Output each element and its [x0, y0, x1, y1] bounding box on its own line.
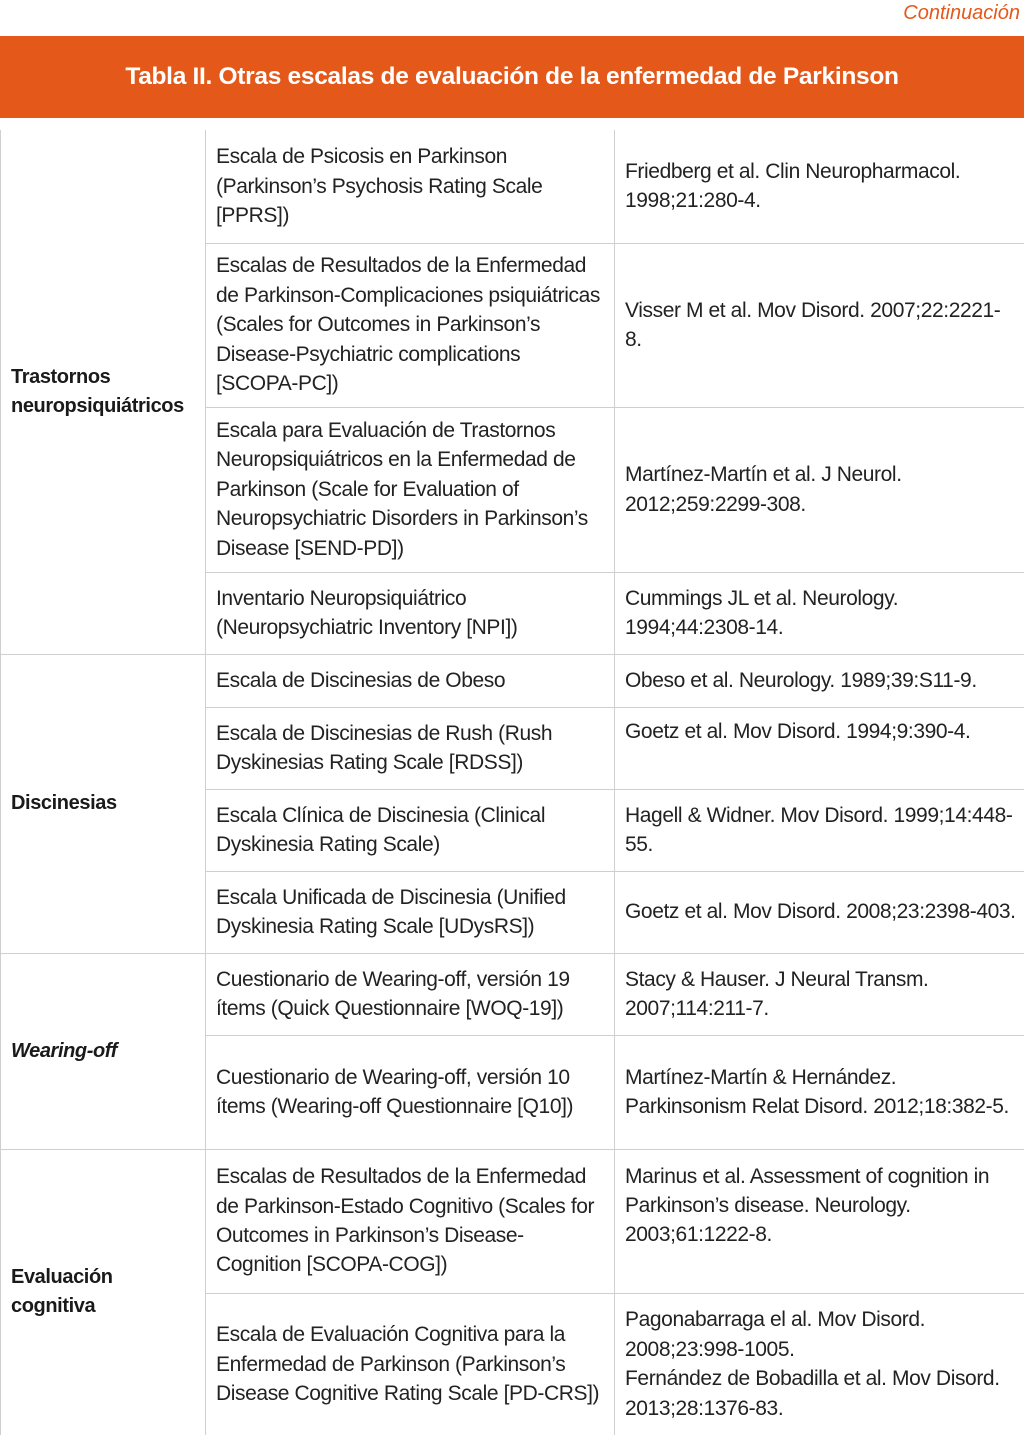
scale-name: Inventario Neuropsiquiátrico (Neuropsychiatric Inventory [NPI]) [206, 572, 615, 654]
scale-name: Escala de Evaluación Cognitiva para la Enfermedad de Parkinson (Parkinson’s Disease Cognitive Rating Scale [PD-CRS]) [206, 1293, 615, 1435]
scale-name: Escala de Discinesias de Obeso [206, 654, 615, 707]
category-neuropsychiatric: Trastornos neuropsiquiátricos [1, 130, 206, 654]
scale-reference: Cummings JL et al. Neurology. 1994;44:2308-14. [615, 572, 1024, 654]
scale-name: Cuestionario de Wearing-off, versión 10 ítems (Wearing-off Questionnaire [Q10]) [206, 1035, 615, 1149]
continuation-label: Continuación [903, 2, 1020, 24]
scale-reference: Martínez-Martín et al. J Neurol. 2012;259:2299-308. [615, 407, 1024, 572]
table-title-banner [0, 36, 1024, 118]
table-row [1, 953, 1024, 1035]
scale-reference: Friedberg et al. Clin Neuropharmacol. 1998;21:280-4. [615, 130, 1024, 243]
category-dyskinesias: Discinesias [1, 654, 206, 953]
scale-name: Escala de Psicosis en Parkinson (Parkinson’s Psychosis Rating Scale [PPRS]) [206, 130, 615, 243]
scale-reference: Visser M et al. Mov Disord. 2007;22:2221-8. [615, 243, 1024, 407]
scale-reference [615, 1293, 1024, 1435]
category-wearing-off: Wearing-off [1, 953, 206, 1149]
scale-reference: Goetz et al. Mov Disord. 2008;23:2398-403. [615, 871, 1024, 953]
scale-reference: Hagell & Widner. Mov Disord. 1999;14:448-55. [615, 789, 1024, 871]
scale-reference: Obeso et al. Neurology. 1989;39:S11-9. [615, 654, 1024, 707]
scale-reference: Marinus et al. Assessment of cognition in Parkinson’s disease. Neurology. 2003;61:1222-8. [615, 1149, 1024, 1293]
scale-reference-line: Pagonabarraga el al. Mov Disord. 2008;23:998-1005. [625, 1308, 926, 1361]
scale-name: Escala para Evaluación de Trastornos Neuropsiquiátricos en la Enfermedad de Parkinson (Scale for Evaluation of Neuropsychiatric Disorders in Parkinson’s Disease [SEND-PD]) [206, 407, 615, 572]
table-title: Tabla II. Otras escalas de evaluación de la enfermedad de Parkinson [125, 63, 899, 90]
scale-name: Escalas de Resultados de la Enfermedad de Parkinson-Estado Cognitivo (Scales for Outcomes in Parkinson’s Disease-Cognition [SCOPA-COG]) [206, 1149, 615, 1293]
scale-name: Escala Unificada de Discinesia (Unified Dyskinesia Rating Scale [UDysRS]) [206, 871, 615, 953]
category-cognitive: Evaluación cognitiva [1, 1149, 206, 1435]
scale-reference: Goetz et al. Mov Disord. 1994;9:390-4. [615, 707, 1024, 789]
scale-reference: Stacy & Hauser. J Neural Transm. 2007;114:211-7. [615, 953, 1024, 1035]
scale-name: Escala de Discinesias de Rush (Rush Dyskinesias Rating Scale [RDSS]) [206, 707, 615, 789]
scale-name: Escala Clínica de Discinesia (Clinical Dyskinesia Rating Scale) [206, 789, 615, 871]
table-row [1, 130, 1024, 243]
scale-name: Escalas de Resultados de la Enfermedad de Parkinson-Complicaciones psiquiátricas (Scales for Outcomes in Parkinson’s Disease-Psychiatric complications [SCOPA-PC]) [206, 243, 615, 407]
scale-reference-line: Fernández de Bobadilla et al. Mov Disord. 2013;28:1376-83. [625, 1367, 1000, 1420]
scale-name: Cuestionario de Wearing-off, versión 19 ítems (Quick Questionnaire [WOQ-19]) [206, 953, 615, 1035]
table-row [1, 1149, 1024, 1293]
scales-table [0, 130, 1024, 1435]
table-row [1, 654, 1024, 707]
scale-reference: Martínez-Martín & Hernández. Parkinsonism Relat Disord. 2012;18:382-5. [615, 1035, 1024, 1149]
